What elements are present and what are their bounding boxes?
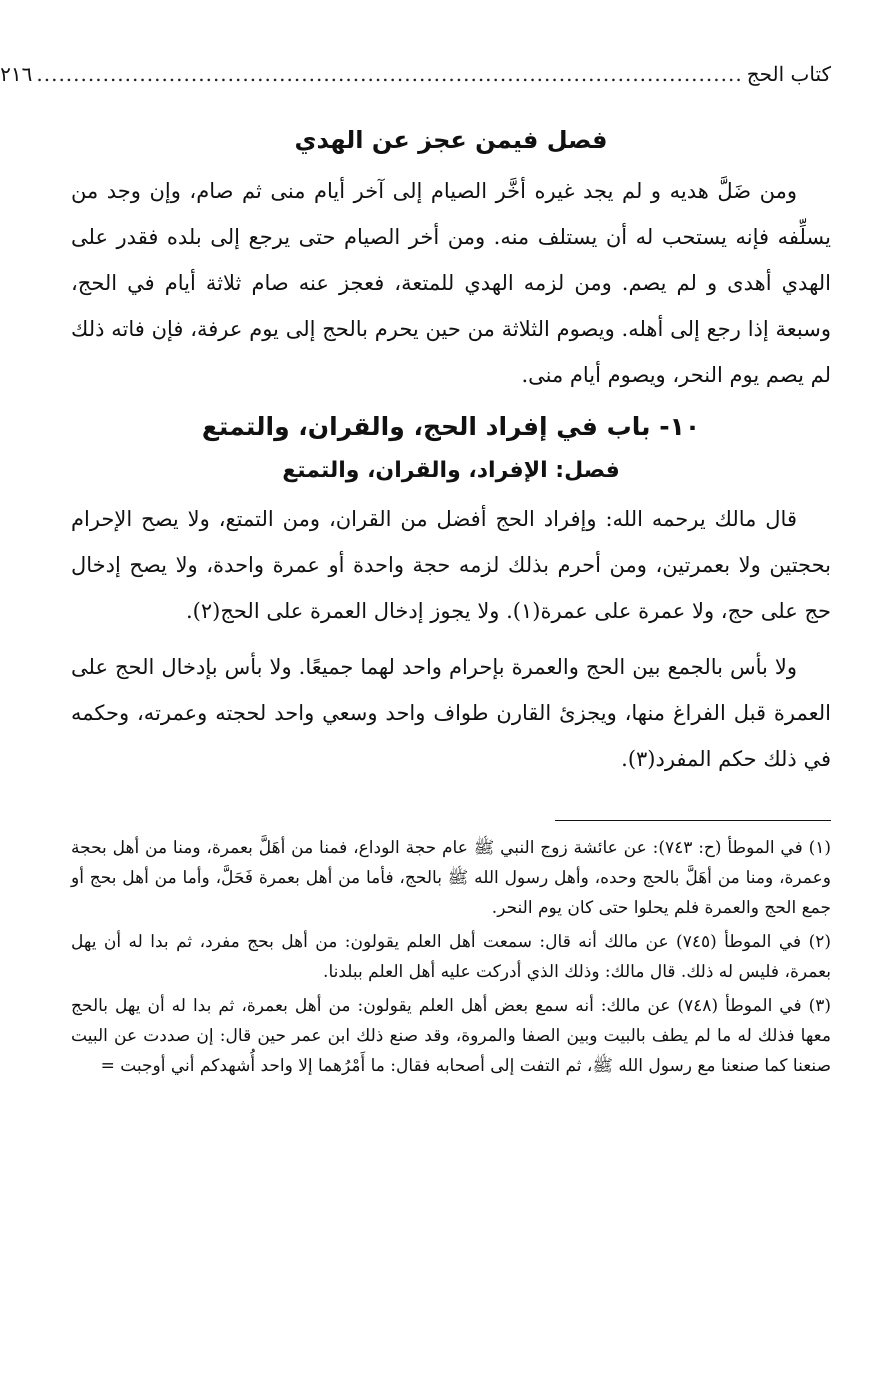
chapter-paragraph-2: ولا بأس بالجمع بين الحج والعمرة بإحرام واحد لهما جميعًا. ولا بأس بإدخال الحج على العمرة قبل الفراغ منها، ويجزئ القارن طواف واحد وسعي واحد لحجته وعمرته، وحكمه في ذلك حكم المفرد(٣). [71, 655, 831, 771]
running-header-title: كتاب الحج [746, 62, 831, 86]
footnotes [71, 833, 831, 1081]
page-number: ٢١٦ [0, 62, 33, 86]
footnote-3: (٣) في الموطأ (٧٤٨) عن مالك: أنه سمع بعض أهل العلم يقولون: من أهل بعمرة، ثم بدا له أن يهل بالحج معها فذلك له ما لم يطف بالبيت وبين الصفا والمروة، وقد صنع ذلك ابن عمر حين قال: إن صددت عن البيت صنعنا كما صنعنا مع رسول الله ﷺ، ثم التفت إلى أصحابه فقال: ما أَمْرُهما إلا واحد أُشهدكم أني أوجبت = [71, 996, 832, 1076]
chapter-paragraph-1: قال مالك يرحمه الله: وإفراد الحج أفضل من القران، ومن التمتع، ولا يصح الإحرام بحجتين ولا بعمرتين، ومن أحرم بذلك لزمه حجة واحدة أو عمرة واحدة، ولا يصح إدخال حج على حج، ولا عمرة على عمرة(١). ولا يجوز إدخال العمرة على الحج(٢). [71, 507, 831, 623]
footnote-1: (١) في الموطأ (ح: ٧٤٣): عن عائشة زوج النبي ﷺ عام حجة الوداع، فمنا من أهَلَّ بعمرة، ومنا من أهل بحجة وعمرة، ومنا من أهَلَّ بالحج وحده، وأهل رسول الله ﷺ بالحج، فأما من أهل بعمرة فَحَلَّ، وأما من أهل بحج أو جمع الحج والعمرة فلم يحلوا حتى كان يوم النحر. [71, 838, 831, 918]
footnote-2: (٢) في الموطأ (٧٤٥) عن مالك أنه قال: سمعت أهل العلم يقولون: من أهل بحج مفرد، ثم بدا له أن يهل بعمرة، فليس له ذلك. قال مالك: وذلك الذي أدركت عليه أهل العلم ببلدنا. [71, 932, 831, 982]
book-page [0, 60, 832, 1085]
running-header [0, 60, 831, 90]
leader-dots: ................................................................................................ [36, 62, 743, 86]
chapter-subheading: فصل: الإفراد، والقران، والتمتع [282, 458, 620, 483]
footnote-separator [555, 820, 831, 821]
section-heading: فصل فيمن عجز عن الهدي [294, 126, 608, 154]
chapter-heading: ١٠- باب في إفراد الحج، والقران، والتمتع [201, 412, 701, 441]
section-paragraph: ومن ضَلَّ هديه و لم يجد غيره أخَّر الصيام إلى آخر أيام منى ثم صام، وإن وجد من يسلِّفه فإنه يستحب له أن يستلف منه. ومن أخر الصيام حتى يرجع إلى بلده فقدر على الهدي أهدى و لم يصم. ومن لزمه الهدي للمتعة، فعجز عنه صام ثلاثة أيام في الحج، وسبعة إذا رجع إلى أهله. ويصوم الثلاثة من حين يحرم بالحج إلى يوم عرفة، فإن فاته ذلك لم يصم يوم النحر، ويصوم أيام منى. [71, 179, 831, 387]
